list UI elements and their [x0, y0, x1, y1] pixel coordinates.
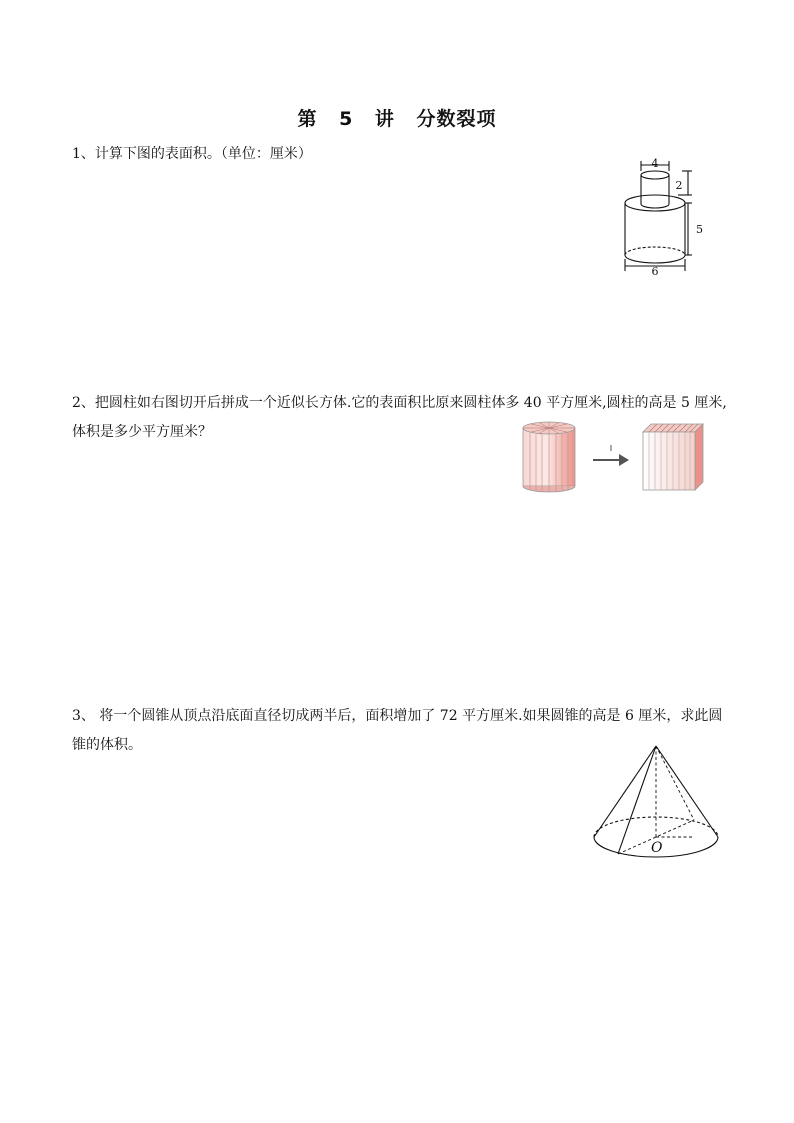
- bottom-height-label: 5: [696, 223, 703, 236]
- cylinder-to-cuboid-figure: [515, 418, 725, 496]
- cone-figure: [588, 740, 724, 865]
- question-3: 3、 将一个圆锥从顶点沿底面直径切成两半后，面积增加了 72 平方厘米.如果圆锥的高是 6 厘米，求此圆锥的体积。: [72, 708, 723, 753]
- question-1: 1、计算下图的表面积。（单位：厘米）: [72, 146, 312, 162]
- center-point-label: O: [651, 840, 663, 856]
- question-2: 2、把圆柱如右图切开后拼成一个近似长方体.它的表面积比原来圆柱体多 40 平方厘米,圆柱的高是 5 厘米,体积是多少平方厘米？: [72, 395, 727, 440]
- top-height-label: 2: [675, 179, 683, 192]
- page-title: 第 5 讲 分数裂项: [297, 108, 497, 130]
- stacked-cylinders-figure: [610, 155, 710, 280]
- top-width-label: 4: [651, 157, 659, 170]
- bottom-width-label: 6: [651, 265, 659, 278]
